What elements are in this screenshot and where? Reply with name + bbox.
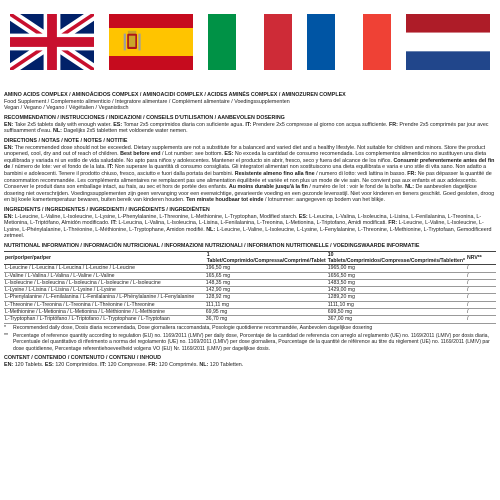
ingredients-section (4, 207, 496, 240)
product-type: Food Supplement / Complemento alimenticio / Integratore alimentare / Complément alimentaire / Voedingssupplementen (4, 98, 290, 105)
nutrition-header: 1 Tablet/Comprimido/Compressa/Comprimé/Tablet (206, 251, 326, 264)
italy-flag-icon (208, 14, 292, 70)
footnote-nrv: ** Percentage of reference quantity according to regulation (EU) no. 1169/2011 (LMIV) per daily dose, Porcentaje de la cantidad de referencia con arreglo al reglamento (UE) no. 1169/2011 (LMIV) por dosis diaria, Percentuale del quantitativo di riferimento a norma del regolamento (UE) no. 1169/2011 (LMIV) per dose giornaliera, Pourcentage de la quantité de référence au titre du règlement (UE) no. 1169/2011 (LMIV) par dose quotidienne, Percentage referentiehoeveelheid volgens VO (EU) Nr. 1169/2011 (LMIV) per dagelijkse dosis. (4, 333, 490, 352)
recommendation-title: RECOMMENDATION / INSTRUCCIONES / INDICAZIONI / CONSEILS D'UTILISATION / AANBEVOLEN DOSERING (4, 114, 285, 121)
recommendation-text: EN: Take 2x5 tablets daily with enough water. ES: Tomar 2x5 comprimidos diaria con suficiente agua. IT: Prendere 2x5 compresse al giorno con acqua sufficiente. FR: Prendre 2x5 comprimés par jour avec suffisamment d'eau. NL: Dagelijks 2x5 tabletten met voldoende water nemen. (4, 121, 489, 135)
table-row: L-Methionine / L-Metionina / L-Metionina / L-Méthionine / L-Methionine 69,95 mg 699,50 mg / (4, 309, 496, 316)
content-title: CONTENT / CONTENIDO / CONTENUTO / CONTENU / INHOUD (4, 355, 161, 362)
footnote-daily-dose: * Recommended daily dose, Dosis diaria recomendada, Dose giornaliera raccomandata, Posologie quotidienne recommandée, Aanbevolen dagelijkse dosering (4, 325, 373, 332)
product-title: AMINO ACIDS COMPLEX / AMINOÁCIDOS COMPLEX / AMINOACIDI COMPLEX / ACIDES AMINÉS COMPLEX / AMINOZUREN COMPLEX (4, 92, 346, 98)
table-row: L-Phenylalanine / L-Fenilalanina / L-Fenilalanina / L-Phénylalanine / L-Fenylalanine 128,92 mg 1289,20 mg / (4, 294, 496, 301)
nutrition-header: NRV** (466, 251, 496, 265)
uk-flag-icon (10, 14, 94, 70)
flag-row (10, 14, 490, 74)
content-section (4, 355, 496, 368)
table-row: L-Valine / L-Valina / L-Valina / L-Valine / L-Valine 165,65 mg 1656,50 mg / (4, 272, 496, 279)
directions-title: DIRECTIONS / NOTAS / NOTE / NOTES / NOTITIE (4, 137, 128, 144)
label-text (4, 92, 496, 372)
content-text: EN: 120 Tablets. ES: 120 Comprimidos. IT: 120 Compresse. FR: 120 Comprimés. NL: 120 Tabletten. (4, 362, 244, 368)
france-flag-icon (307, 14, 391, 70)
table-row: L-Tryptophan / L-Triptófano / L-Triptofano / L-Tryptophane / L-Tryptofaan 36,70 mg 367,00 mg / (4, 316, 496, 323)
table-row: L-Lysine / L-Lisina / L-Lisina / L-Lysine / L-Lysine 142,90 mg 1429,00 mg / (4, 287, 496, 294)
nutrition-section (4, 243, 496, 352)
nutrition-header-row (4, 251, 496, 265)
table-row: L-Leucine / L-Leucina / L-Leucina / L-Leucine / L-Leucine 196,50 mg 1965,00 mg / (4, 265, 496, 272)
directions-section (4, 138, 496, 204)
directions-text: EN: The recommended dose should not be exceeded. Dietary supplements are not a substitute for a balanced and varied diet and a healthy lifestyle. Not suitable for children and minors. Store the product unopened, cool, dry and out of reach of children. Best before end / Lot number: see bottom. ES: No exceda la cantidad de consumo recomendada. Los complementos alimenticios no sustituyen una dieta equilibrada y variada ni un estilo de vida saludable. No apto para niños y adolescentes. Mantener el producto sin abrir, fresco, seco y fuera del alcance de los niños. Consumir preferentemente antes del fin de / número de lote: ver el fondo de la lata. IT: Non superare la quantità di consumo consigliata. Gli integratori alimentari non sostituiscono una dieta equilibrata e varia e uno stile di vita sano. Non adatto a bambini e adolescenti. Tenere il prodotto chiuso, fresco, asciutto e fuori dalla portata dei bambini. Resistente almeno fino alla fine / numero di lotto: vedi lattina in basso. FR: Ne pas dépasser la quantité de consommation recommandée. Les compléments alimentaires ne remplacent pas une alimentation équilibrée et variée et non plus un mode de vie sain. Ne convient pas aux enfants et aux adolescents. Conserver le produit dans son emballage intact, au frais, au sec et hors de portée des enfants. Au moins durable jusqu'à la fin / numéro de lot : voir le fond de la boîte. NL: De aanbevolen dagelijkse dosering niet overschrijden. Voedingssupplementen zijn geen vervanging voor een evenwichtige, gevarieerde voeding en een gezonde levensstijl. Niet voor kinderen en tieners geschikt. Goed gesloten, droog en bij koele kamertemperatuur bewaren, buiten bereik van kinderen houden. Ten minste houdbaar tot einde / lotnummer: aangegeven op bodem van het blikje. (4, 144, 495, 204)
table-row: L-Isoleucine / L-Isoleucina / L-Isoleucina / L-Isoleucine / L-Isoleucine 148,35 mg 1483,50 mg / (4, 279, 496, 286)
netherlands-flag-icon (406, 14, 490, 70)
ingredients-text: EN: L-Leucine, L-Valine, L-Isoleucine, L-Lysine, L-Phenylalanine, L-Threonine, L-Methionine, L-Tryptophan, Modified starch. ES: L-Leucina, L-Valina, L-Isoleucina, L-Lisina, L-Fenilalanina, L-Treonina, L-Metionina, L-Triptófano, Almidón modificado. IT: L-Leucina, L-Valina, L-Isoleucina, L-Lisina, L-Fenilalanina, L-Treonina, L-Metionina, L-Triptofano, Amidi modificati. FR: L-Leucine, L-Valine, L-Isoleucine, L-Lysine, L-Phénylalanine, L-Thréonine, L-Méthionine, L-Tryptophane, Amidon modifié. NL: L-Leucine, L-Valine, L-Isoleucine, L-Lysine, L-Fenylalanine, L-Threonine, L-Methionine, L-Tryptofaan, Gemodificeerd zetmeel. (4, 213, 492, 240)
spain-flag-icon (109, 14, 193, 70)
product-diet: Vegan / Vegano / Vegano / Végétalien / Veganistisch (4, 105, 129, 112)
recommendation-section (4, 115, 496, 135)
ingredients-title: INGREDIENTS / INGREDIENTES / INGREDIENTI / INGRÉDIENTS / INGREDIËNTEN (4, 207, 210, 214)
product-section (4, 92, 496, 112)
nutrition-title: NUTRITIONAL INFORMATION / INFORMACIÓN NUTRICIONAL / INFORMAZIONI NUTRIZIONALI / INFORMATION NUTRITIONELLE / VOEDINGSWAARDE INFORMATIE (4, 243, 420, 250)
nutrition-table (4, 251, 496, 324)
nutrition-header: 10 Tablets/Comprimidos/Compresse/Comprimés/Tabletten* (327, 251, 466, 264)
nutrition-header: per/por/per/par/per (4, 251, 206, 265)
table-row: L-Threonine / L-Treonina / L-Treonina / L-Thréonine / L-Threonine 111,11 mg 1111,10 mg / (4, 301, 496, 308)
